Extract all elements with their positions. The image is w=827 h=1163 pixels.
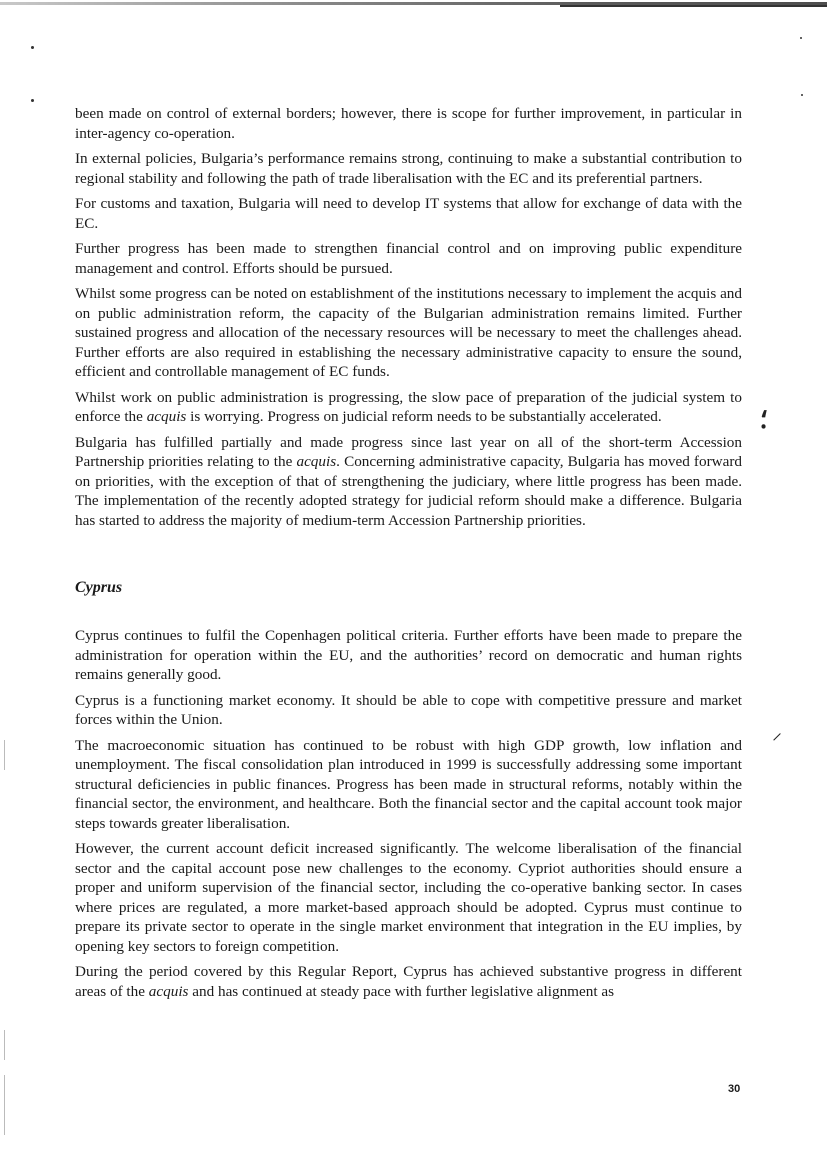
document-body	[75, 104, 742, 1007]
section-heading: Cyprus	[75, 579, 123, 596]
paragraph: In external policies, Bulgaria’s performance remains strong, continuing to make a substantial contribution to regional stability and following the path of trade liberalisation with the EC and its preferential partners.	[75, 150, 742, 187]
margin-curve-mark: ⸝	[772, 720, 782, 744]
paragraph-judicial	[75, 388, 742, 427]
scan-margin-line	[4, 1075, 5, 1135]
scan-margin-line	[4, 740, 5, 770]
paragraph: The macroeconomic situation has continued to be robust with high GDP growth, low inflation and unemployment. The fiscal consolidation plan introduced in 1999 is successfully addressing some important structural deficiencies in public finances. Progress has been made in structural reforms, notably within the financial sector, the environment, and healthcare. Both the financial sector and the capital account took major steps towards greater liberalisation.	[75, 736, 742, 832]
text-run: Bulgaria has fulfilled partially and made progress since last year on all of the short-term Accession Partnership priorities relating to the	[75, 433, 742, 470]
scan-speck	[800, 37, 802, 39]
italic-term: acquis	[296, 453, 337, 470]
scan-margin-line	[4, 1030, 5, 1060]
paragraph: However, the current account deficit increased significantly. The welcome liberalisation of the financial sector and the capital account pose new challenges to the economy. Cypriot authorities should ensure a proper and uniform supervision of the financial sector, including the co-operative banking sector. In cases where prices are regulated, a more market-based approach should be adopted. Cyprus must continue to prepare its private sector to operate in the single market environment that integration in the EU implies, by opening key sectors to foreign competition.	[75, 840, 742, 955]
margin-hook-mark: ⸵	[760, 405, 767, 435]
text-run: During the period covered by this Regular Report, Cyprus has achieved substantive progress in different areas of the	[75, 963, 742, 1000]
paragraph-accession	[75, 433, 742, 531]
paragraph: Further progress has been made to strengthen financial control and on improving public expenditure management and control. Efforts should be pursued.	[75, 240, 742, 277]
scan-speck	[31, 46, 34, 49]
scan-speck	[31, 99, 34, 102]
paragraph: been made on control of external borders; however, there is scope for further improvement, in particular in inter-agency co-operation.	[75, 105, 742, 142]
paragraph-last	[75, 962, 742, 1001]
page-number: 30	[728, 1083, 741, 1095]
scan-speck	[801, 94, 803, 96]
text-run: Whilst work on public administration is progressing, the slow pace of preparation of the judicial system to enforce the	[75, 388, 742, 425]
paragraph: For customs and taxation, Bulgaria will need to develop IT systems that allow for exchange of data with the EC.	[75, 195, 742, 232]
paragraph: Cyprus is a functioning market economy. It should be able to cope with competitive pressure and market forces within the Union.	[75, 691, 742, 728]
text-run: is worrying. Progress on judicial reform needs to be substantially accelerated.	[186, 408, 662, 425]
text-run: . Concerning administrative capacity, Bulgaria has moved forward on priorities, with the exception of that of strengthening the judiciary, where little progress has been made. The implementation of the recently adopted strategy for judicial reform should make a difference. Bulgaria has started to address the majority of medium-term Accession Partnership priorities.	[75, 453, 742, 529]
paragraph: Whilst some progress can be noted on establishment of the institutions necessary to implement the acquis and on public administration reform, the capacity of the Bulgarian administration remains limited. Further sustained progress and allocation of the necessary resources will be necessary to meet the challenges ahead. Further efforts are also required in establishing the necessary administrative capacity to ensure the sound, efficient and controllable management of EC funds.	[75, 285, 742, 380]
italic-term: acquis	[148, 982, 189, 1000]
italic-term: acquis	[146, 408, 187, 425]
text-run: and has continued at steady pace with further legislative alignment as	[188, 982, 614, 1000]
paragraph: Cyprus continues to fulfil the Copenhagen political criteria. Further efforts have been made to prepare the administration for operation within the EU, and the authorities’ record on democratic and human rights remains generally good.	[75, 627, 742, 683]
top-scan-rule-dark	[560, 5, 827, 7]
